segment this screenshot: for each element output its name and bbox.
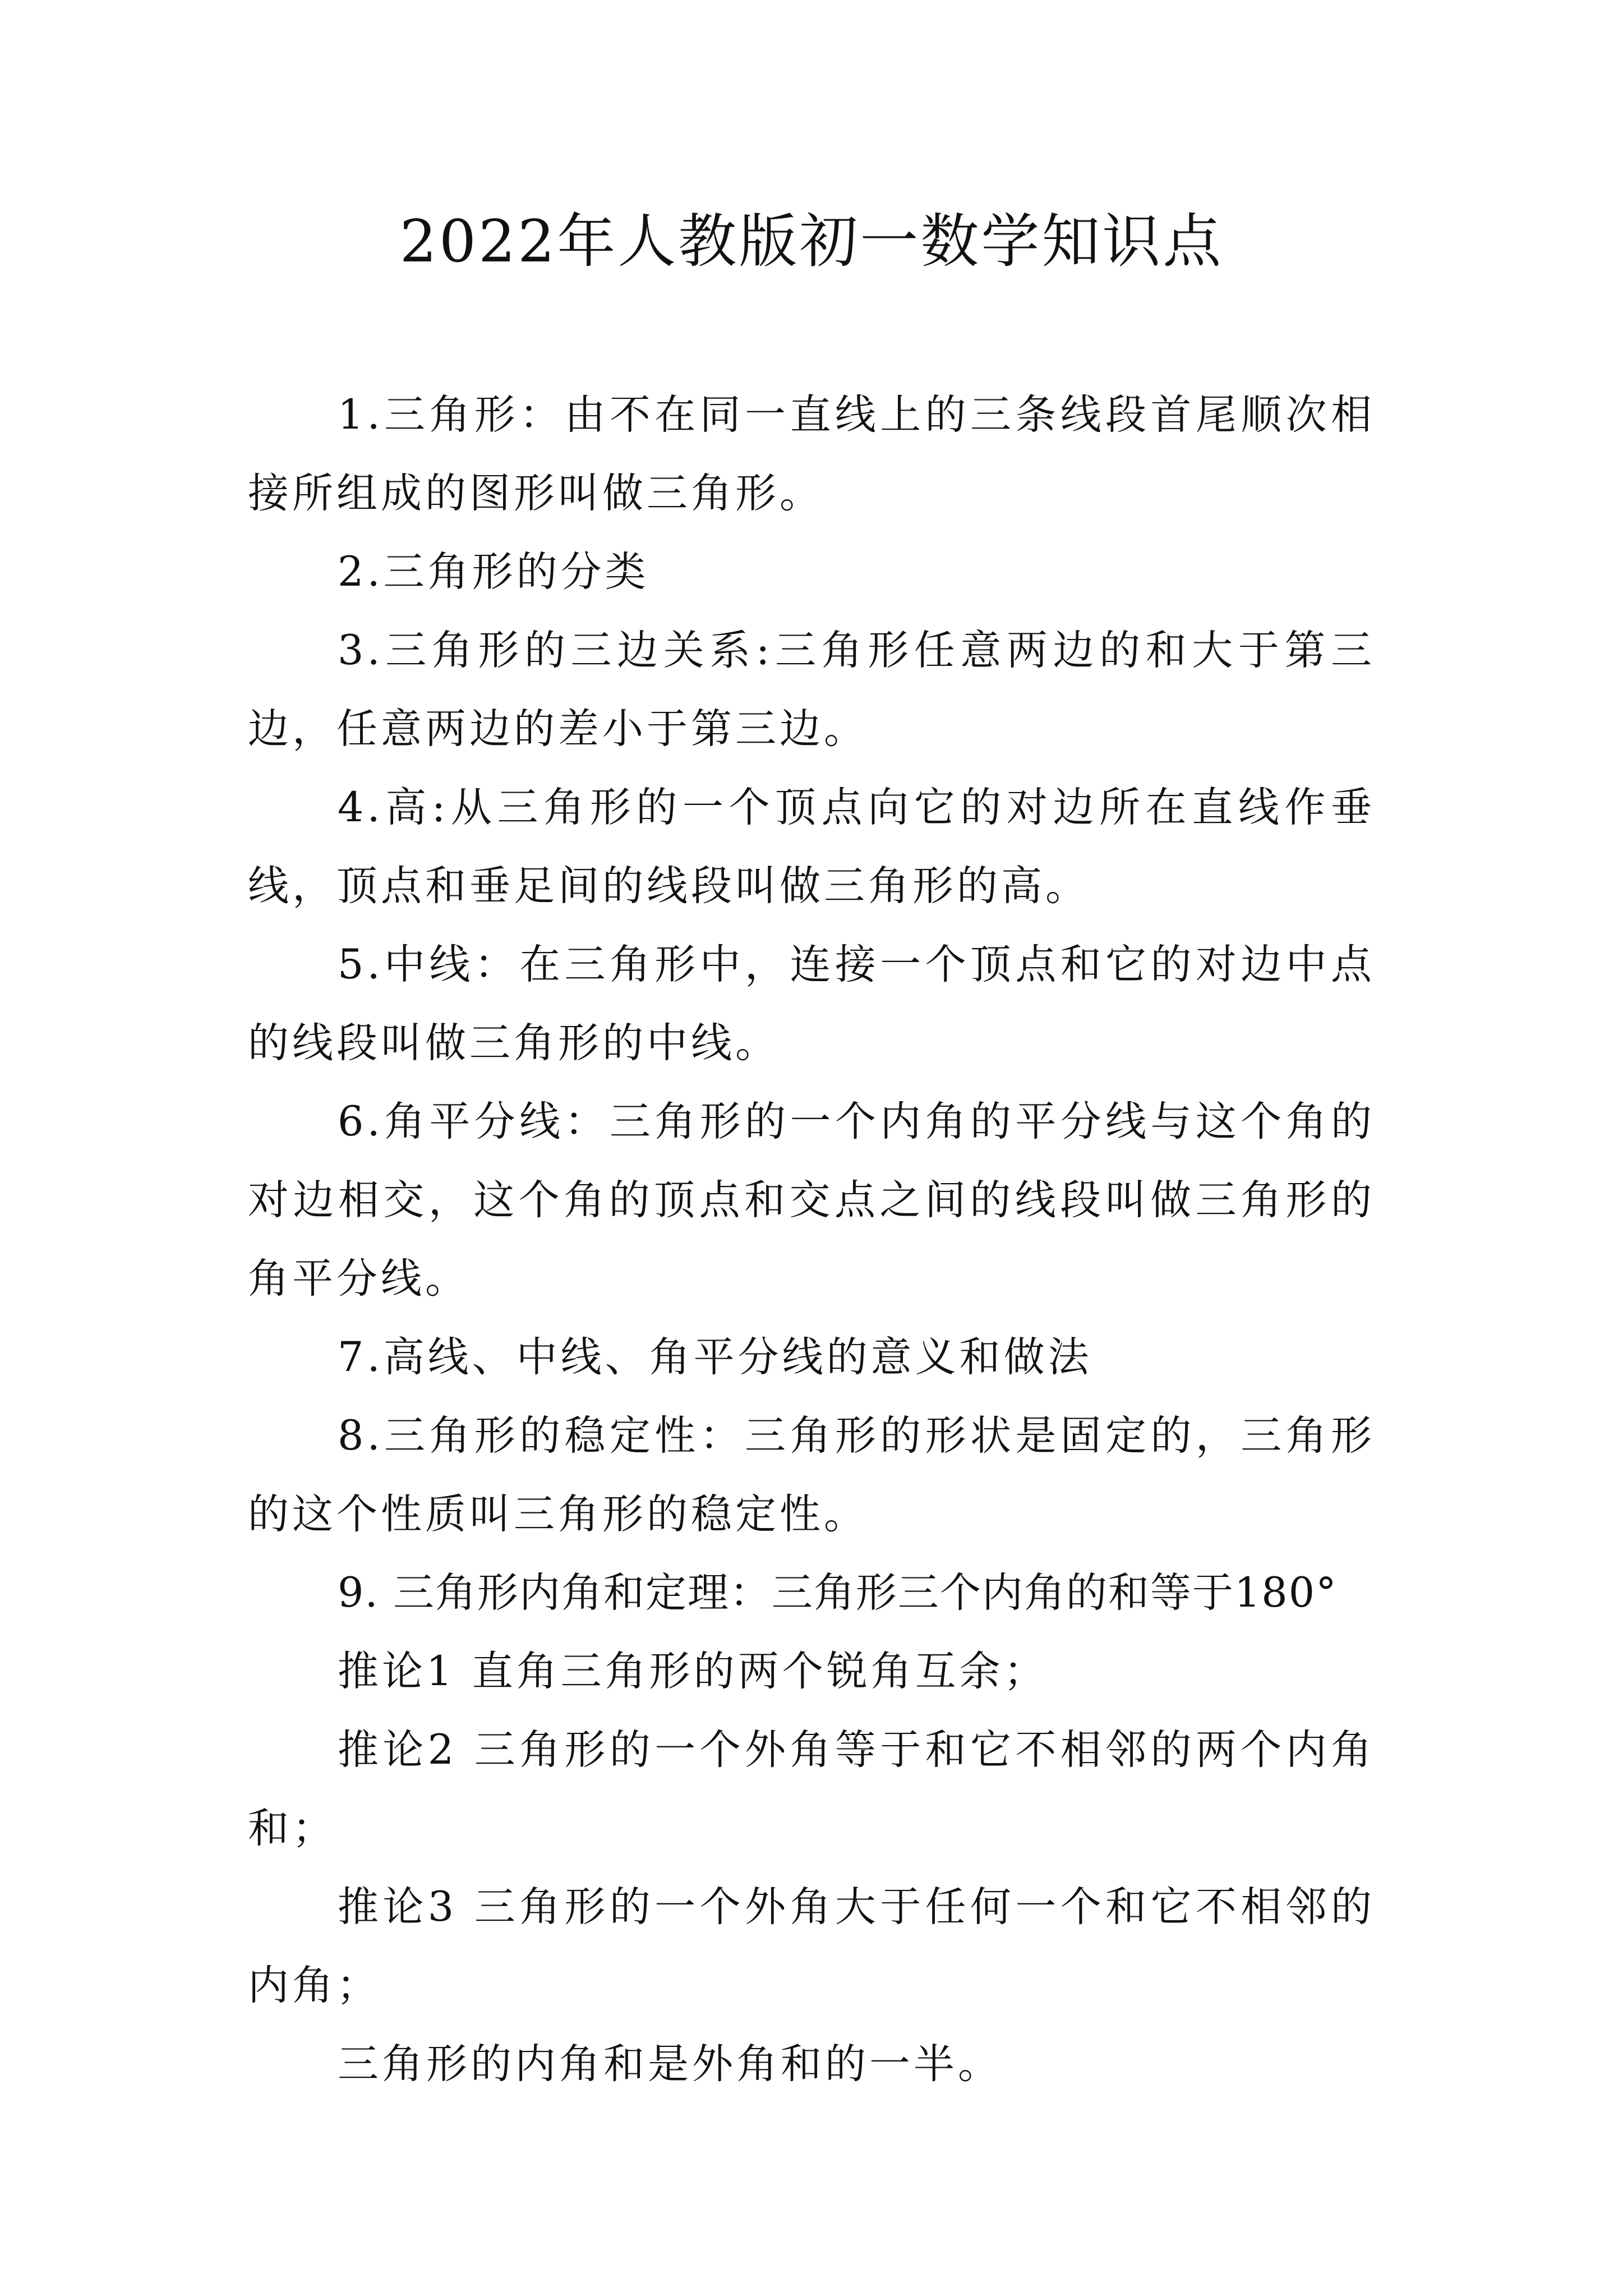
paragraph-9: 9. 三角形内角和定理：三角形三个内角的和等于180°	[338, 1569, 1338, 1617]
paragraph-2: 2.三角形的分类	[338, 548, 649, 596]
corollary-2: 推论2 三角形的一个外角等于和它不相邻的两个内角和；	[248, 1726, 1375, 1852]
paragraph-5: 5.中线：在三角形中，连接一个顶点和它的对边中点的线段叫做三角形的中线。	[248, 941, 1375, 1067]
paragraph-1: 1.三角形：由不在同一直线上的三条线段首尾顺次相接所组成的图形叫做三角形。	[248, 391, 1375, 517]
paragraph-3: 3.三角形的三边关系:三角形任意两边的和大于第三边，任意两边的差小于第三边。	[248, 627, 1375, 753]
paragraph-4: 4.高:从三角形的一个顶点向它的对边所在直线作垂线，顶点和垂足间的线段叫做三角形的高。	[248, 784, 1375, 910]
corollary-3: 推论3 三角形的一个外角大于任何一个和它不相邻的内角；	[248, 1883, 1375, 2009]
document-body	[248, 376, 1375, 2104]
paragraph-6: 6.角平分线：三角形的一个内角的平分线与这个角的对边相交，这个角的顶点和交点之间的线段叫做三角形的角平分线。	[248, 1098, 1375, 1303]
paragraph-8: 8.三角形的稳定性：三角形的形状是固定的，三角形的这个性质叫三角形的稳定性。	[248, 1412, 1375, 1538]
document-title: 2022年人教版初一数学知识点	[399, 207, 1224, 275]
paragraph-7: 7.高线、中线、角平分线的意义和做法	[338, 1333, 1092, 1381]
corollary-1: 推论1 直角三角形的两个锐角互余；	[338, 1648, 1048, 1695]
conclusion-paragraph: 三角形的内角和是外角和的一半。	[338, 2040, 1002, 2088]
